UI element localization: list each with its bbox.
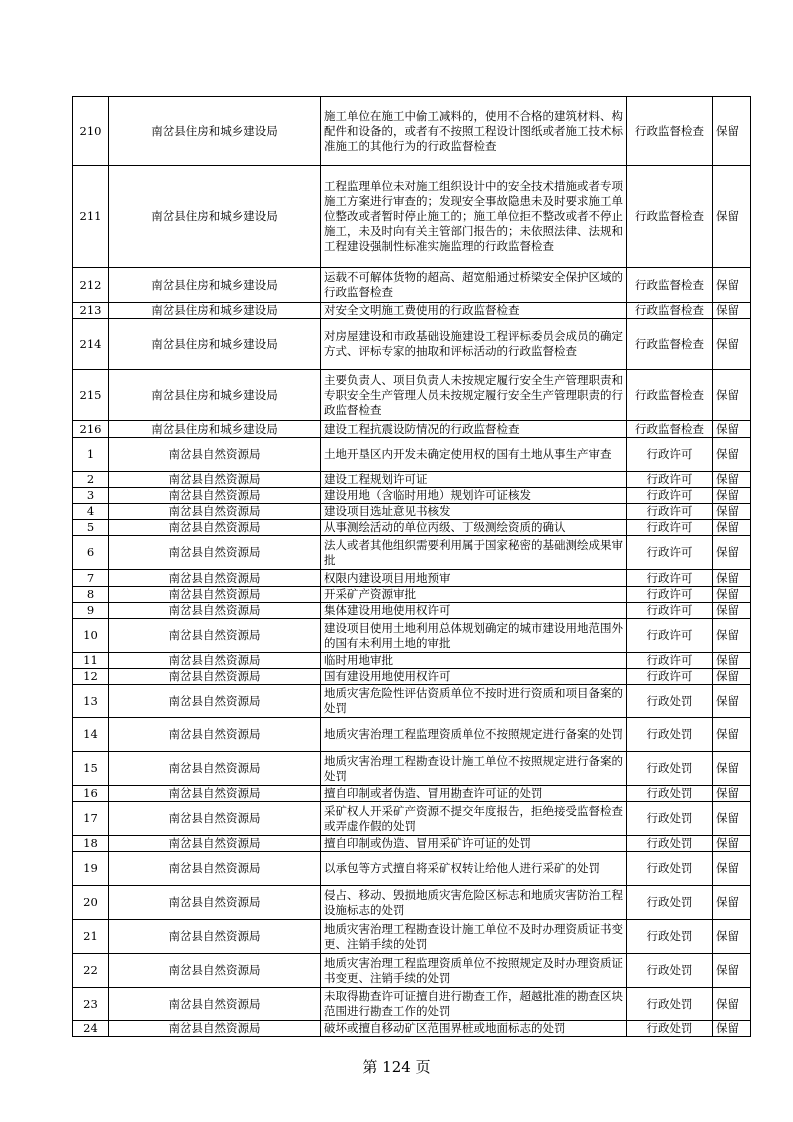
cell-number: 19 <box>73 852 109 886</box>
table-row <box>73 97 751 166</box>
cell-item-name: 未取得勘查许可证擅自进行勘查工作，超越批准的勘查区块范围进行勘查工作的处罚 <box>321 988 627 1021</box>
cell-status: 保留 <box>713 97 751 166</box>
cell-status: 保留 <box>713 619 751 653</box>
cell-status: 保留 <box>713 504 751 520</box>
cell-item-type: 行政许可 <box>627 653 713 669</box>
cell-department: 南岔县住房和城乡建设局 <box>109 319 321 370</box>
table-row <box>73 504 751 520</box>
cell-number: 14 <box>73 718 109 752</box>
cell-department: 南岔县自然资源局 <box>109 603 321 619</box>
cell-status: 保留 <box>713 836 751 852</box>
cell-department: 南岔县住房和城乡建设局 <box>109 370 321 421</box>
cell-item-type: 行政许可 <box>627 587 713 603</box>
cell-status: 保留 <box>713 488 751 504</box>
cell-number: 213 <box>73 303 109 319</box>
table-row <box>73 1021 751 1037</box>
cell-item-name: 建设项目使用土地利用总体规划确定的城市建设用地范围外的国有未利用土地的审批 <box>321 619 627 653</box>
cell-department: 南岔县自然资源局 <box>109 802 321 836</box>
table-row <box>73 920 751 954</box>
cell-number: 1 <box>73 438 109 472</box>
cell-item-type: 行政处罚 <box>627 886 713 920</box>
cell-item-type: 行政许可 <box>627 536 713 570</box>
cell-item-type: 行政处罚 <box>627 954 713 988</box>
cell-number: 210 <box>73 97 109 166</box>
cell-item-type: 行政许可 <box>627 488 713 504</box>
table-row <box>73 954 751 988</box>
cell-department: 南岔县住房和城乡建设局 <box>109 97 321 166</box>
cell-item-name: 以承包等方式擅自将采矿权转让给他人进行采矿的处罚 <box>321 852 627 886</box>
cell-number: 8 <box>73 587 109 603</box>
cell-department: 南岔县自然资源局 <box>109 619 321 653</box>
table-row <box>73 472 751 488</box>
cell-item-name: 地质灾害治理工程勘查设计施工单位不按照规定进行备案的处罚 <box>321 752 627 786</box>
table-row <box>73 886 751 920</box>
cell-item-name: 开采矿产资源审批 <box>321 587 627 603</box>
cell-department: 南岔县自然资源局 <box>109 685 321 718</box>
table-row <box>73 370 751 421</box>
cell-item-name: 地质灾害治理工程勘查设计施工单位不及时办理资质证书变更、注销手续的处罚 <box>321 920 627 954</box>
cell-item-type: 行政处罚 <box>627 1021 713 1037</box>
cell-status: 保留 <box>713 718 751 752</box>
cell-number: 2 <box>73 472 109 488</box>
cell-status: 保留 <box>713 536 751 570</box>
cell-item-type: 行政处罚 <box>627 852 713 886</box>
cell-item-type: 行政许可 <box>627 570 713 587</box>
cell-item-type: 行政监督检查 <box>627 303 713 319</box>
cell-number: 24 <box>73 1021 109 1037</box>
cell-status: 保留 <box>713 472 751 488</box>
cell-department: 南岔县自然资源局 <box>109 852 321 886</box>
cell-department: 南岔县自然资源局 <box>109 669 321 685</box>
cell-number: 3 <box>73 488 109 504</box>
cell-number: 22 <box>73 954 109 988</box>
cell-status: 保留 <box>713 520 751 536</box>
cell-item-name: 擅自印制或者伪造、冒用勘查许可证的处罚 <box>321 786 627 802</box>
cell-department: 南岔县自然资源局 <box>109 488 321 504</box>
cell-item-type: 行政处罚 <box>627 752 713 786</box>
cell-number: 216 <box>73 421 109 438</box>
cell-status: 保留 <box>713 421 751 438</box>
cell-item-type: 行政处罚 <box>627 786 713 802</box>
cell-number: 15 <box>73 752 109 786</box>
cell-status: 保留 <box>713 653 751 669</box>
cell-status: 保留 <box>713 587 751 603</box>
cell-number: 5 <box>73 520 109 536</box>
cell-status: 保留 <box>713 685 751 718</box>
page-number: 第 124 页 <box>362 1058 431 1076</box>
table-row <box>73 836 751 852</box>
cell-item-name: 建设项目选址意见书核发 <box>321 504 627 520</box>
cell-item-type: 行政许可 <box>627 504 713 520</box>
cell-department: 南岔县住房和城乡建设局 <box>109 303 321 319</box>
cell-status: 保留 <box>713 852 751 886</box>
cell-item-name: 集体建设用地使用权许可 <box>321 603 627 619</box>
cell-number: 16 <box>73 786 109 802</box>
cell-number: 23 <box>73 988 109 1021</box>
cell-item-name: 权限内建设项目用地预审 <box>321 570 627 587</box>
cell-status: 保留 <box>713 370 751 421</box>
cell-department: 南岔县自然资源局 <box>109 988 321 1021</box>
cell-item-name: 地质灾害危险性评估资质单位不按时进行资质和项目备案的处罚 <box>321 685 627 718</box>
cell-department: 南岔县住房和城乡建设局 <box>109 268 321 303</box>
cell-number: 11 <box>73 653 109 669</box>
cell-department: 南岔县住房和城乡建设局 <box>109 166 321 268</box>
cell-department: 南岔县自然资源局 <box>109 472 321 488</box>
cell-status: 保留 <box>713 886 751 920</box>
cell-department: 南岔县自然资源局 <box>109 718 321 752</box>
cell-status: 保留 <box>713 988 751 1021</box>
cell-item-type: 行政处罚 <box>627 718 713 752</box>
cell-status: 保留 <box>713 920 751 954</box>
cell-department: 南岔县自然资源局 <box>109 836 321 852</box>
cell-number: 13 <box>73 685 109 718</box>
cell-department: 南岔县自然资源局 <box>109 520 321 536</box>
cell-status: 保留 <box>713 1021 751 1037</box>
cell-item-type: 行政许可 <box>627 520 713 536</box>
cell-status: 保留 <box>713 802 751 836</box>
cell-item-type: 行政许可 <box>627 669 713 685</box>
cell-number: 4 <box>73 504 109 520</box>
cell-item-type: 行政许可 <box>627 438 713 472</box>
table-row <box>73 587 751 603</box>
table-row <box>73 786 751 802</box>
cell-item-type: 行政处罚 <box>627 988 713 1021</box>
cell-department: 南岔县自然资源局 <box>109 920 321 954</box>
cell-item-type: 行政监督检查 <box>627 370 713 421</box>
table-row <box>73 520 751 536</box>
cell-item-name: 侵占、移动、毁损地质灾害危险区标志和地质灾害防治工程设施标志的处罚 <box>321 886 627 920</box>
cell-item-type: 行政监督检查 <box>627 421 713 438</box>
cell-department: 南岔县自然资源局 <box>109 587 321 603</box>
cell-number: 12 <box>73 669 109 685</box>
cell-department: 南岔县自然资源局 <box>109 954 321 988</box>
table-row <box>73 421 751 438</box>
cell-status: 保留 <box>713 268 751 303</box>
table-row <box>73 488 751 504</box>
table-row <box>73 268 751 303</box>
table-row <box>73 570 751 587</box>
table-row <box>73 752 751 786</box>
cell-status: 保留 <box>713 954 751 988</box>
table-row <box>73 319 751 370</box>
cell-item-name: 地质灾害治理工程监理资质单位不按照规定及时办理资质证书变更、注销手续的处罚 <box>321 954 627 988</box>
table-row <box>73 603 751 619</box>
table-row <box>73 536 751 570</box>
cell-item-name: 土地开垦区内开发未确定使用权的国有土地从事生产审查 <box>321 438 627 472</box>
cell-item-name: 建设工程抗震设防情况的行政监督检查 <box>321 421 627 438</box>
cell-item-type: 行政许可 <box>627 472 713 488</box>
table-row <box>73 802 751 836</box>
cell-item-name: 国有建设用地使用权许可 <box>321 669 627 685</box>
cell-status: 保留 <box>713 319 751 370</box>
cell-item-name: 法人或者其他组织需要利用属于国家秘密的基础测绘成果审批 <box>321 536 627 570</box>
cell-item-name: 建设用地（含临时用地）规划许可证核发 <box>321 488 627 504</box>
cell-number: 17 <box>73 802 109 836</box>
cell-item-name: 主要负责人、项目负责人未按规定履行安全生产管理职责和专职安全生产管理人员未按规定履行安全生产管理职责的行政监督检查 <box>321 370 627 421</box>
cell-item-name: 施工单位在施工中偷工减料的，使用不合格的建筑材料、构配件和设备的，或者有不按照工程设计图纸或者施工技术标准施工的其他行为的行政监督检查 <box>321 97 627 166</box>
cell-item-type: 行政许可 <box>627 603 713 619</box>
cell-department: 南岔县自然资源局 <box>109 438 321 472</box>
cell-item-type: 行政处罚 <box>627 920 713 954</box>
cell-status: 保留 <box>713 570 751 587</box>
cell-number: 10 <box>73 619 109 653</box>
cell-status: 保留 <box>713 752 751 786</box>
cell-number: 214 <box>73 319 109 370</box>
table-row <box>73 303 751 319</box>
table-row <box>73 438 751 472</box>
cell-department: 南岔县自然资源局 <box>109 1021 321 1037</box>
cell-number: 21 <box>73 920 109 954</box>
table-row <box>73 619 751 653</box>
table-row <box>73 669 751 685</box>
cell-department: 南岔县自然资源局 <box>109 504 321 520</box>
cell-department: 南岔县自然资源局 <box>109 786 321 802</box>
cell-department: 南岔县自然资源局 <box>109 570 321 587</box>
cell-department: 南岔县住房和城乡建设局 <box>109 421 321 438</box>
cell-item-type: 行政监督检查 <box>627 97 713 166</box>
cell-item-name: 破坏或擅自移动矿区范围界桩或地面标志的处罚 <box>321 1021 627 1037</box>
cell-status: 保留 <box>713 303 751 319</box>
table-row <box>73 166 751 268</box>
cell-item-name: 工程监理单位未对施工组织设计中的安全技术措施或者专项施工方案进行审查的；发现安全事故隐患未及时要求施工单位整改或者暂时停止施工的；施工单位拒不整改或者不停止施工，未及时向有关主管部门报告的；未依照法律、法规和工程建设强制性标准实施监理的行政监督检查 <box>321 166 627 268</box>
cell-item-name: 对安全文明施工费使用的行政监督检查 <box>321 303 627 319</box>
table-row <box>73 852 751 886</box>
cell-item-type: 行政监督检查 <box>627 166 713 268</box>
cell-item-name: 临时用地审批 <box>321 653 627 669</box>
cell-number: 212 <box>73 268 109 303</box>
cell-number: 211 <box>73 166 109 268</box>
table-row <box>73 685 751 718</box>
cell-item-name: 擅自印制或伪造、冒用采矿许可证的处罚 <box>321 836 627 852</box>
table-row <box>73 718 751 752</box>
cell-item-type: 行政监督检查 <box>627 319 713 370</box>
table-body <box>73 97 751 1037</box>
table-row <box>73 988 751 1021</box>
cell-number: 9 <box>73 603 109 619</box>
cell-item-name: 建设工程规划许可证 <box>321 472 627 488</box>
cell-item-name: 地质灾害治理工程监理资质单位不按照规定进行备案的处罚 <box>321 718 627 752</box>
power-list-table <box>72 96 751 1037</box>
cell-item-type: 行政许可 <box>627 619 713 653</box>
cell-status: 保留 <box>713 786 751 802</box>
cell-item-name: 对房屋建设和市政基础设施建设工程评标委员会成员的确定方式、评标专家的抽取和评标活动的行政监督检查 <box>321 319 627 370</box>
cell-status: 保留 <box>713 603 751 619</box>
cell-item-name: 采矿权人开采矿产资源不提交年度报告，拒绝接受监督检查或弄虚作假的处罚 <box>321 802 627 836</box>
cell-department: 南岔县自然资源局 <box>109 752 321 786</box>
cell-status: 保留 <box>713 166 751 268</box>
cell-item-name: 从事测绘活动的单位丙级、丁级测绘资质的确认 <box>321 520 627 536</box>
cell-department: 南岔县自然资源局 <box>109 536 321 570</box>
cell-item-type: 行政监督检查 <box>627 268 713 303</box>
cell-status: 保留 <box>713 669 751 685</box>
cell-number: 215 <box>73 370 109 421</box>
cell-number: 6 <box>73 536 109 570</box>
cell-department: 南岔县自然资源局 <box>109 886 321 920</box>
cell-status: 保留 <box>713 438 751 472</box>
cell-item-type: 行政处罚 <box>627 802 713 836</box>
cell-number: 7 <box>73 570 109 587</box>
cell-item-name: 运载不可解体货物的超高、超宽船通过桥梁安全保护区域的行政监督检查 <box>321 268 627 303</box>
cell-number: 20 <box>73 886 109 920</box>
cell-item-type: 行政处罚 <box>627 836 713 852</box>
cell-item-type: 行政处罚 <box>627 685 713 718</box>
table-row <box>73 653 751 669</box>
cell-number: 18 <box>73 836 109 852</box>
cell-department: 南岔县自然资源局 <box>109 653 321 669</box>
